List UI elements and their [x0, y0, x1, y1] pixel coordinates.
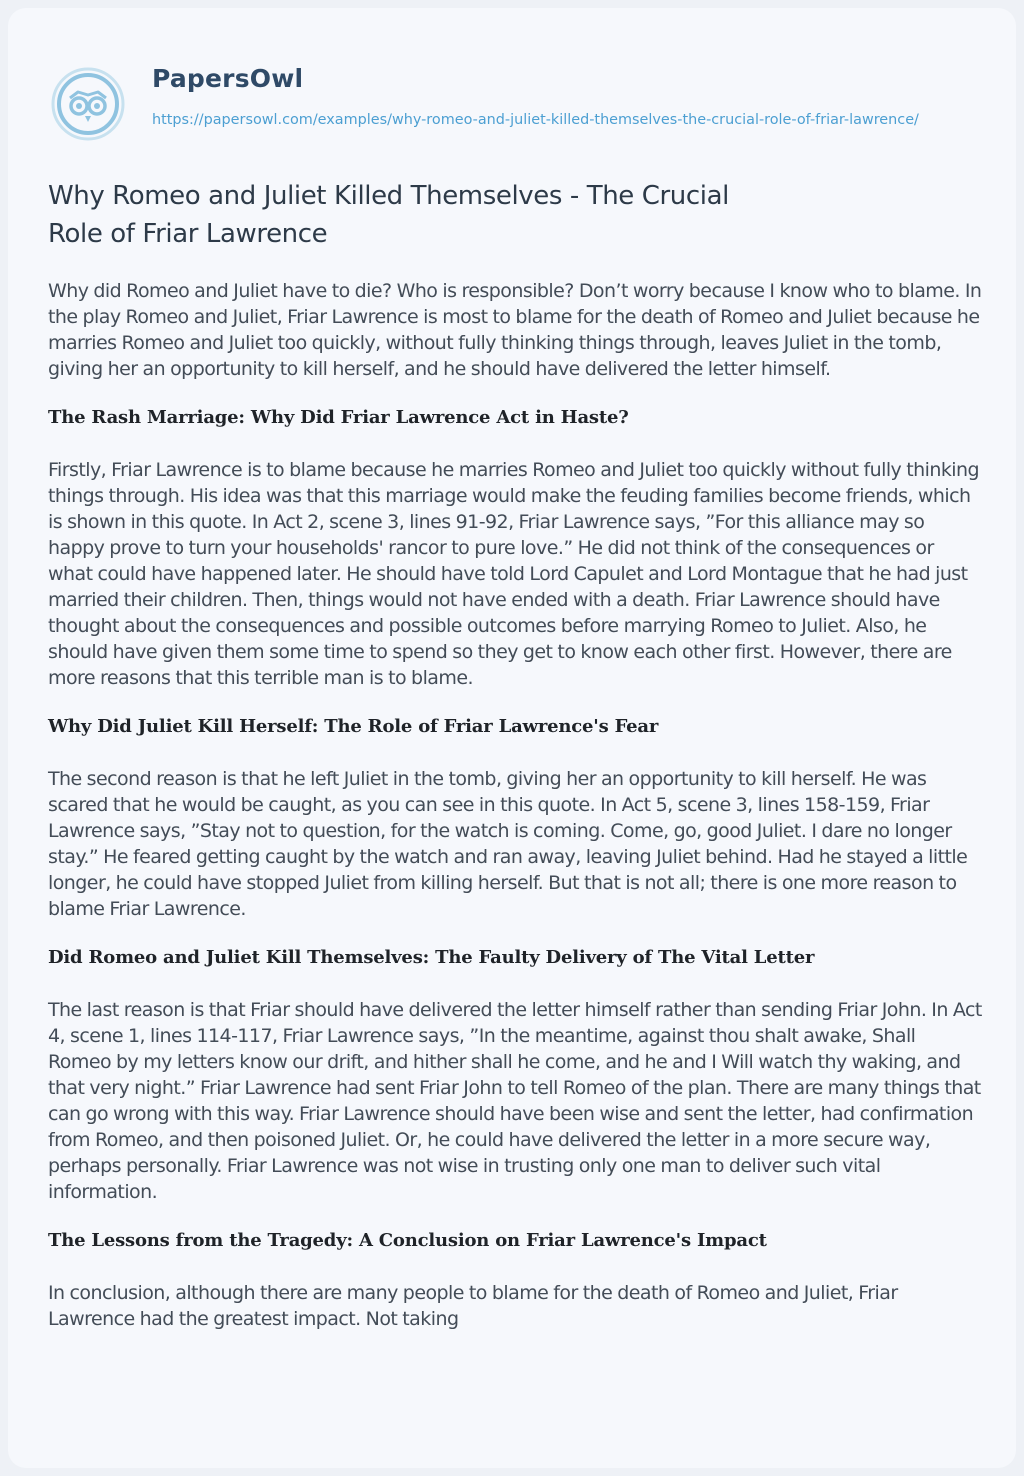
- section-heading: The Rash Marriage: Why Did Friar Lawrence Act in Haste?: [48, 407, 629, 428]
- intro-paragraph: Why did Romeo and Juliet have to die? Who is responsible? Don’t worry because I know who to blame. In the play Romeo and Juliet, Friar Lawrence is most to blame for the death of Romeo and Juliet because he marries Romeo and Juliet too quickly, without fully thinking things through, leaves Juliet in the tomb, giving her an opportunity to kill herself, and he should have delivered the letter himself.: [48, 280, 982, 380]
- brand-name[interactable]: PapersOwl: [152, 64, 304, 93]
- section-heading: Did Romeo and Juliet Kill Themselves: The Faulty Delivery of The Vital Letter: [48, 947, 815, 968]
- owl-logo-icon[interactable]: [48, 64, 128, 144]
- document-page: [8, 8, 1016, 1468]
- section-paragraph: The second reason is that he left Juliet in the tomb, giving her an opportunity to kill herself. He was scared that he would be caught, as you can see in this quote. In Act 5, scene 3, lines 158-159, Friar Lawrence says, ”Stay not to question, for the watch is coming. Come, go, good Juliet. I dare no longer stay.” He feared getting caught by the watch and ran away, leaving Juliet behind. Had he stayed a little longer, he could have stopped Juliet from killing herself. But that is not all; there is one more reason to blame Friar Lawrence.: [48, 768, 968, 920]
- article-body: [48, 278, 983, 1355]
- source-url-link[interactable]: https://papersowl.com/examples/why-romeo-and-juliet-killed-themselves-the-crucial-role-of-friar-lawrence/: [152, 112, 919, 128]
- section-paragraph: In conclusion, although there are many people to blame for the death of Romeo and Juliet, Friar Lawrence had the greatest impact. Not taking: [48, 1282, 898, 1330]
- section-paragraph: The last reason is that Friar should have delivered the letter himself rather than sending Friar John. In Act 4, scene 1, lines 114-117, Friar Lawrence says, ”In the meantime, against thou shalt awake, Shall Romeo by my letters know our drift, and hither shall he come, and he and I Will watch thy waking, and that very night.” Friar Lawrence had sent Friar John to tell Romeo of the plan. There are many things that can go wrong with this way. Friar Lawrence should have been wise and sent the letter, had confirmation from Romeo, and then poisoned Juliet. Or, he could have delivered the letter in a more secure way, perhaps personally. Friar Lawrence was not wise in trusting only one man to deliver such vital information.: [48, 999, 982, 1203]
- section-paragraph: Firstly, Friar Lawrence is to blame because he marries Romeo and Juliet too quickly without fully thinking things through. His idea was that this marriage would make the feuding families become friends, which is shown in this quote. In Act 2, scene 3, lines 91-92, Friar Lawrence says, ”For this alliance may so happy prove to turn your households' rancor to pure love.” He did not think of the consequences or what could have happened later. He should have told Lord Capulet and Lord Montague that he had just married their children. Then, things would not have ended with a death. Friar Lawrence should have thought about the consequences and possible outcomes before marrying Romeo to Juliet. Also, he should have given them some time to spend so they get to know each other first. However, there are more reasons that this terrible man is to blame.: [48, 459, 980, 689]
- site-header: [48, 60, 978, 160]
- article-title: Why Romeo and Juliet Killed Themselves - The Crucial Role of Friar Lawrence: [48, 181, 729, 249]
- section-heading: The Lessons from the Tragedy: A Conclusion on Friar Lawrence's Impact: [48, 1230, 767, 1251]
- section-heading: Why Did Juliet Kill Herself: The Role of Friar Lawrence's Fear: [48, 716, 659, 737]
